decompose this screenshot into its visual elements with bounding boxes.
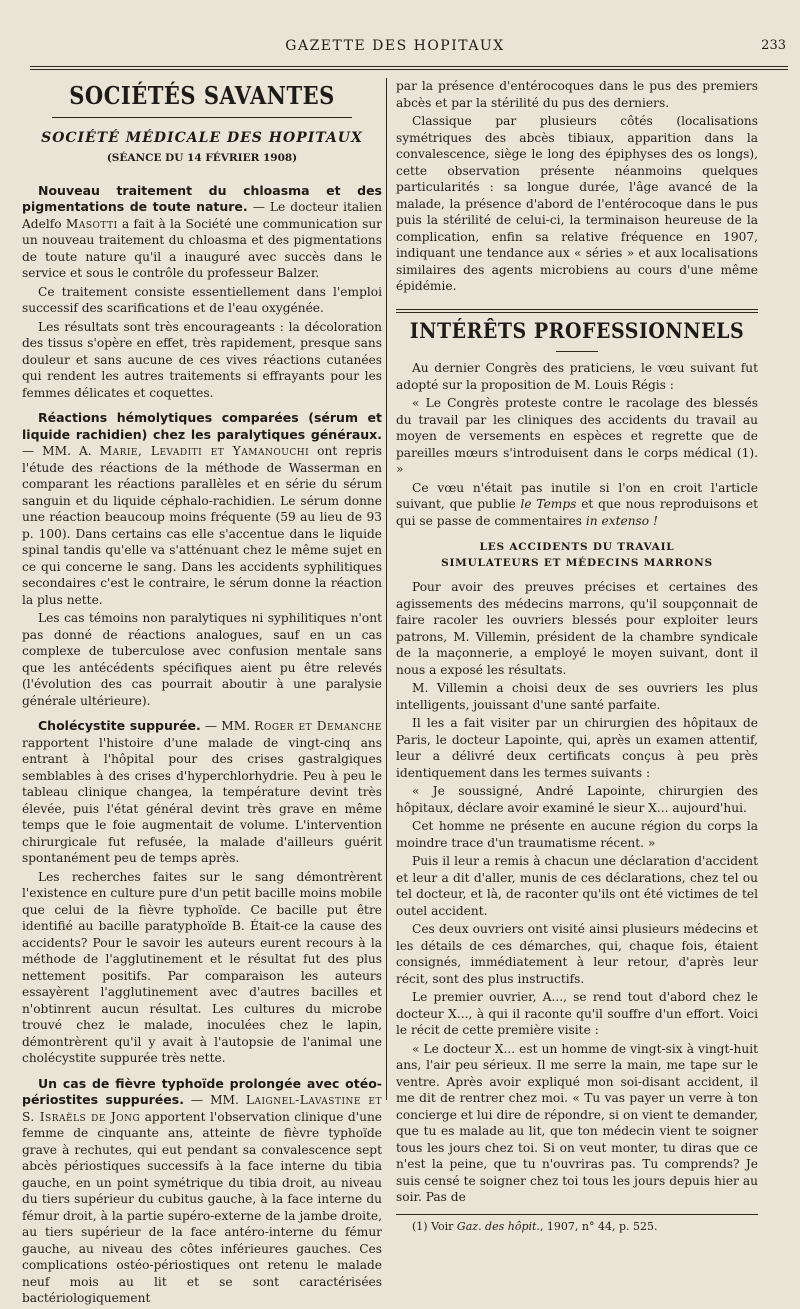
article-title: Un cas de fièvre typhoïde prolongée avec otéo-périostites suppurées. [22,1075,382,1107]
footnote: (1) Voir Gaz. des hôpit., 1907, n° 44, p. 525. [396,1214,758,1236]
left-column [22,78,382,1309]
paragraph: par la présence d'entérocoques dans le pus des premiers abcès et par la stérilité du pus des derniers. [396,79,758,110]
article-title: Réactions hémolytiques comparées (sérum et liquide rachidien) chez les paralytiques généraux. [22,410,382,442]
paragraph: Ces deux ouvriers ont visité ainsi plusieurs médecins et les détails de ces démarches, qui, chaque fois, étaient consignés, immédiatement à leur retour, d'après leur récit, sont des plus instructifs. [396,922,758,986]
subsection-heading: LES ACCIDENTS DU TRAVAIL SIMULATEURS ET MÉDECINS MARRONS [441,541,713,569]
article-title: Nouveau traitement du chloasma et des pigmentations de toute nature. [22,182,382,214]
paragraph: Au dernier Congrès des praticiens, le vœu suivant fut adopté sur la proposition de M. Louis Régis : [396,361,758,392]
paragraph: Les recherches faites sur le sang démontrèrent l'existence en culture pure d'un petit bacille moins mobile que celui de la fièvre typhoïde. Ce bacille put être identifié au bacille paratyphoïde B. Était-ce la cause des accidents? Pour le savoir les auteurs eurent recours à la méthode de l'agglutinement et le résultat fut des plus nettement positifs. Par comparaison les auteurs essayèrent l'agglutinement avec d'autres bacilles et n'obtinrent aucun résultat. Les cultures du microbe trouvé chez le malade, inoculées chez le lapin, démontrèrent qu'il y avait à l'autopsie de l'animal une cholécystite suppurée très nette. [22,869,382,1065]
section-title-interets: INTÉRÊTS PROFESSIONNELS [409,317,745,344]
paragraph: Classique par plusieurs côtés (localisations symétriques des abcès tibiaux, apparition dans la convalescence, siège le long des épiphyses des os longs), cette observation présente néanmoins quelques particularités : sa longue durée, l'âge avancé de la malade, la présence d'abord de l'entérocoque dans le pus puis la stérilité de celui-ci, la terminaison heureuse de la complication, enfin sa relative fréquence en 1907, indiquant une tendance aux « séries » et aux localisations similaires des agents microbiens au cours d'une même épidémie. [396,114,758,293]
paragraph: Pour avoir des preuves précises et certaines des agissements des médecins marrons, qu'il soupçonnait de faire racoler les ouvriers blessés pour exploiter leurs patrons, M. Villemin, président de la chambre syndicale de la maçonnerie, a employé le moyen suivant, dont il nous a exposé les résultats. [396,580,758,677]
author-names: Roger et Demanche [254,719,382,733]
article-cholecystite: Cholécystite suppurée. — MM. Roger et Demanche rapportent l'histoire d'une malade de vingt-cinq ans entrant à l'hôpital pour des crises gastralgiques semblables à des crises d'hyperchlorhydrie. Peu à peu le tableau clinique changea, la température devint très élevée, puis l'état général devint très grave en même temps que le foie augmentait de volume. L'intervention chirurgicale fut refusée, la malade d'ailleurs guérit spontanément peu de temps après. [22,718,382,865]
paragraph: Ce vœu n'était pas inutile si l'on en croit l'article suivant, que publie le Temps et que nous reproduisons et qui se passe de commentaires in extenso ! [396,480,758,528]
quotation: « Le docteur X... est un homme de vingt-six à vingt-huit ans, l'air peu sérieux. Il me serre la main, me tape sur le ventre. Après avoir expliqué mon soi-disant accident, il me dit de rentrer chez moi. « Tu vas payer un verre à ton concierge et lui dire de répondre, si on vient te demander, que tu es malade au lit, que ton médecin vient te soigner tous les jours chez toi. Si on veut monter, tu diras que ce n'est la peine, que tu n'ouvriras pas. Tu comprends? Je suis censé te soigner chez toi tous les jours depuis hier au soir. Pas de [396,1041,758,1204]
title-rule [52,117,352,118]
paragraph: Il les a fait visiter par un chirurgien des hôpitaux de Paris, le docteur Lapointe, qui, après un examen attentif, leur a délivré deux certificats conçus à peu près identiquement dans les termes suivants : [396,716,758,780]
paragraph: Puis il leur a remis à chacun une déclaration d'accident et leur a dit d'aller, munis de ces déclarations, chez tel ou tel docteur, et là, de raconter qu'ils ont été victimes de tel outel accident. [396,854,758,918]
page-number: 233 [761,38,786,53]
quotation: Cet homme ne présente en aucune région du corps la moindre trace d'un traumatisme récent. » [396,819,758,850]
quotation: « Je soussigné, André Lapointe, chirurgien des hôpitaux, déclare avoir examiné le sieur X... aujourd'hui. [396,784,758,815]
author-names: Laignel-Lavastine et S. Israëls de Jong [22,1093,382,1124]
society-name: SOCIÉTÉ MÉDICALE DES HOPITAUX [41,129,363,146]
header-rule [30,66,788,67]
right-column [396,78,758,1235]
session-date: (SÉANCE DU 14 FÉVRIER 1908) [106,152,298,164]
article-title: Cholécystite suppurée. [38,718,201,733]
header-rule-2 [30,69,788,70]
paragraph: Les résultats sont très encourageants : la décoloration des tissus s'opère en effet, très rapidement, presque sans douleur et sans aucune de ces vives réactions cutanées qui rendent les autres traitements si effrayants pour les femmes délicates et coquettes. [22,319,382,400]
title-rule-short [556,351,598,352]
section-separator [396,309,758,313]
article-hemolytic: Réactions hémolytiques comparées (sérum et liquide rachidien) chez les paralytiques généraux. — MM. A. Marie, Levaditi et Yamanouchi ont repris l'étude des réactions de la méthode de Wasserman en comparant les réactions parallèles et en série du sérum sanguin et du liquide céphalo-rachidien. Le sérum donne une réaction beaucoup moins fréquente (59 au lieu de 93 p. 100). Dans certains cas elle s'accentue dans le liquide spinal tandis qu'elle va s'atténuant chez le même sujet en ce qui concerne le sang. Dans les accidents syphilitiques secondaires c'est le contraire, le sérum donne la réaction la plus nette. [22,410,383,607]
paragraph: Ce traitement consiste essentiellement dans l'emploi successif des scarifications et de l'eau oxygénée. [22,284,382,315]
paragraph: M. Villemin a choisi deux de ses ouvriers les plus intelligents, jouissant d'une santé parfaite. [396,681,758,712]
column-divider [386,78,387,1100]
running-title: GAZETTE DES HOPITAUX [285,38,505,54]
article-chloasma: Nouveau traitement du chloasma et des pigmentations de toute nature. — Le docteur italien Adelfo Masotti a fait à la Société une communication sur un nouveau traitement du chloasma et des pigmentations de toute nature qu'il a inauguré avec succès dans le service et sous le contrôle du professeur Balzer. [22,182,382,280]
section-title-societes: SOCIÉTÉS SAVANTES [69,81,335,110]
author-names: Marie, Levaditi et Yamanouchi [99,444,310,458]
author-name: Masotti [65,216,118,231]
article-typhoid: Un cas de fièvre typhoïde prolongée avec otéo-périostites suppurées. — MM. Laignel-Lavastine et S. Israëls de Jong apportent l'observation clinique d'une femme de cinquante ans, atteinte de fièvre typhoïde grave à rechutes, qui eut pendant sa convalescence sept abcès périostiques successifs à la face interne du tibia gauche, en un point symétrique du tibia droit, au niveau du tiers supérieur du cubitus gauche, à la face interne du fémur droit, à la partie supéro-externe de la jambe droite, au tiers supérieur de la face antéro-interne du fémur gauche, au niveau des côtes inférieures gauches. Ces complications ostéo-périostiques ont retenu le malade neuf mois au lit et se sont caractérisées bactériologiquement [22,1075,382,1305]
quotation: « Le Congrès proteste contre le racolage des blessés du travail par les cliniques des accidents du travail au moyen de versements en espèces et regrette que de pareilles mœurs s'introduisent dans le corps médical (1). » [396,396,758,476]
paragraph: Le premier ouvrier, A..., se rend tout d'abord chez le docteur X..., à qui il raconte qu'il souffre d'un effort. Voici le récit de cette première visite : [396,990,758,1037]
paragraph: Les cas témoins non paralytiques ni syphilitiques n'ont pas donné de réactions analogues, sauf en un cas complexe de tuberculose avec confusion mentale sans que les antécédents spécifiques aient pu être relevés (l'évolution des cas pourrait aboutir à une paralysie générale ultérieure). [22,611,382,708]
